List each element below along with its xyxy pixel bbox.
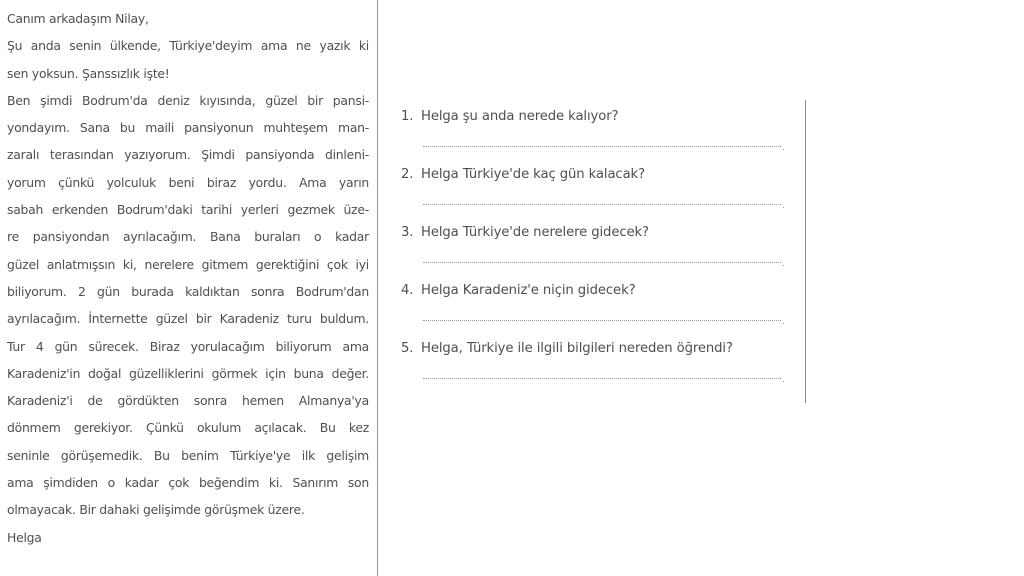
question-label: Helga Türkiye'de kaç gün kalacak? [421,167,645,182]
question-4 [398,274,798,332]
letter-line: ayrılacağım. İnternette güzel bir Karadeniz turu buldum. [7,311,369,327]
question-number: 1. [401,109,414,124]
letter-line: ama şimdiden o kadar çok beğendim ki. Sanırım son [7,475,369,491]
question-label: Helga, Türkiye ile ilgili bilgileri nereden öğrendi? [421,341,733,356]
question-number: 5. [401,341,414,356]
answer-line-end: . [782,317,785,327]
question-5 [398,332,798,390]
answer-line-end: . [782,143,785,153]
question-1 [398,100,798,158]
questions-panel [398,100,808,405]
question-number: 3. [401,225,414,240]
letter-line: seninle görüşemedik. Bu benim Türkiye'ye ilk gelişim [7,447,369,463]
question-label: Helga Karadeniz'e niçin gidecek? [421,283,636,298]
letter-line: dönmem gerekiyor. Çünkü okulum açılacak. Bu kez [7,420,369,436]
answer-line-end: . [782,259,785,269]
letter-line: sen yoksun. Şanssızlık işte! [7,65,170,81]
letter-line: Şu anda senin ülkende, Türkiye'deyim ama ne yazık ki [7,38,369,54]
column-divider [377,0,378,576]
letter-line: olmayacak. Bir dahaki gelişimde görüşmek üzere. [7,502,305,518]
answer-line-3[interactable] [423,262,781,263]
question-text [401,341,733,356]
letter-line: güzel anlatmışsın ki, nerelere gitmem gerektiğini çok iyi [7,256,369,272]
question-text [401,167,645,182]
letter-line: zaralı terasından yazıyorum. Şimdi pansiyonda dinleni- [7,147,369,163]
question-3 [398,216,798,274]
answer-line-end: . [782,375,785,385]
question-text [401,225,649,240]
question-2 [398,158,798,216]
question-text [401,109,618,124]
question-number: 2. [401,167,414,182]
letter-line: yondayım. Sana bu maili pansiyonun muhteşem man- [7,120,369,136]
answer-line-4[interactable] [423,320,781,321]
letter-line: Tur 4 gün sürecek. Biraz yorulacağım biliyorum ama [7,338,369,354]
letter-line: Ben şimdi Bodrum'da deniz kıyısında, güzel bir pansi- [7,92,369,108]
answer-line-end: . [782,201,785,211]
answer-line-2[interactable] [423,204,781,205]
letter-line: biliyorum. 2 gün burada kaldıktan sonra Bodrum'dan [7,283,369,299]
letter-line: Karadeniz'i de gördükten sonra hemen Almanya'ya [7,393,369,409]
letter-line: re pansiyondan ayrılacağım. Bana buraları o kadar [7,229,369,245]
answer-line-1[interactable] [423,146,781,147]
questions-panel-border [805,100,806,403]
answer-line-5[interactable] [423,378,781,379]
letter-signature: Helga [7,529,42,545]
letter-line: sabah erkenden Bodrum'daki tarihi yerleri gezmek üze- [7,202,369,218]
question-label: Helga şu anda nerede kalıyor? [421,109,619,124]
question-label: Helga Türkiye'de nerelere gidecek? [421,225,649,240]
letter-text [7,5,369,551]
question-text [401,283,636,298]
letter-line: yorum çünkü yolculuk beni biraz yordu. Ama yarın [7,174,369,190]
letter-line: Canım arkadaşım Nilay, [7,11,149,26]
letter-line: Karadeniz'in doğal güzelliklerini görmek için buna değer. [7,365,369,381]
question-number: 4. [401,283,414,298]
